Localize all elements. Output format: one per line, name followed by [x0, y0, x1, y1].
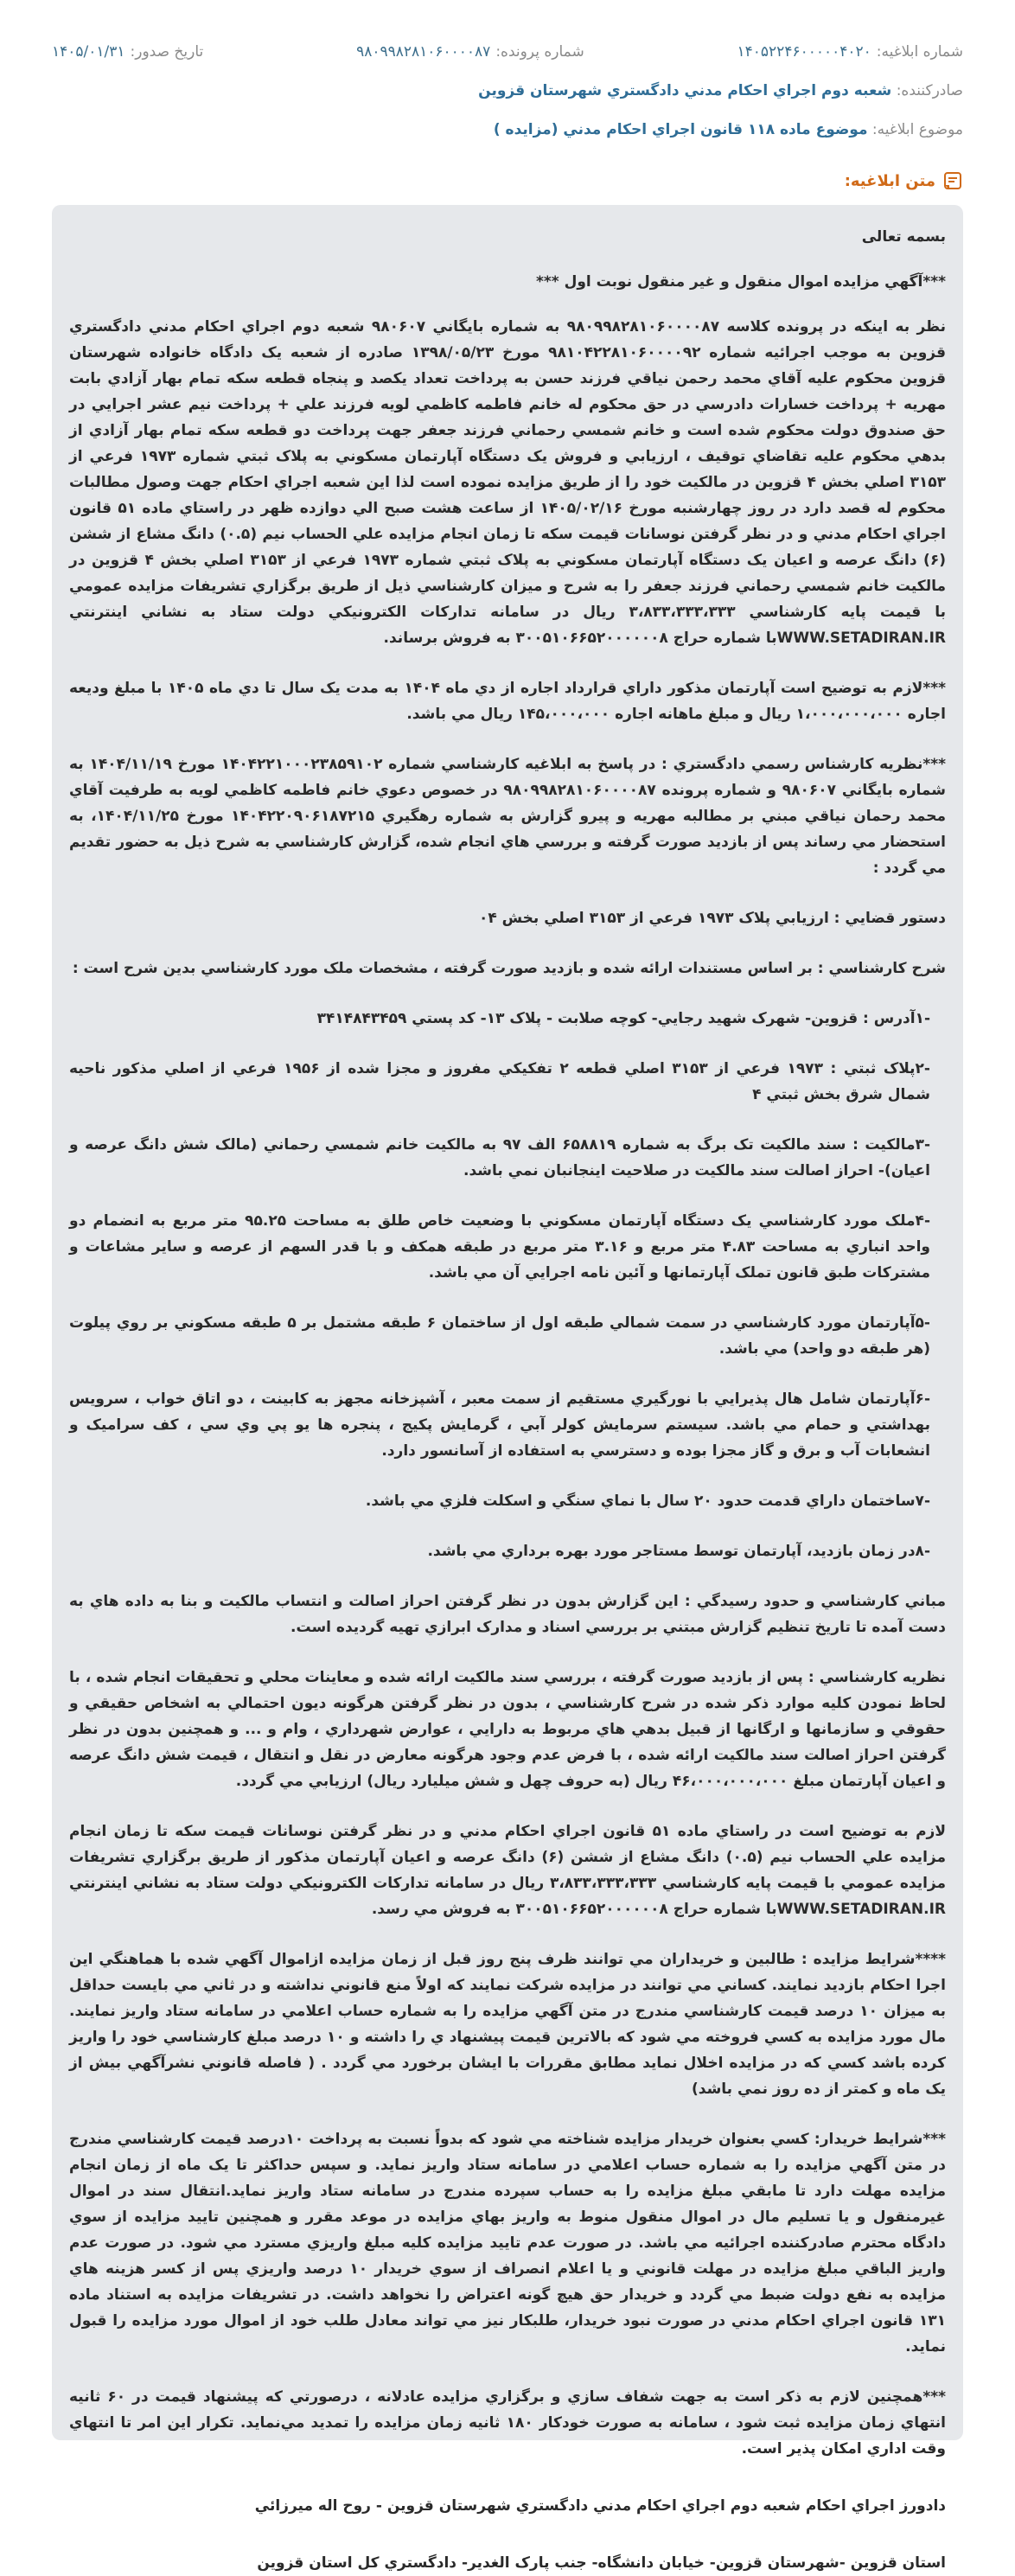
- issue-date-value: ۱۴۰۵/۰۱/۳۱: [52, 43, 125, 61]
- buyer-conditions: ***شرايط خريدار: کسي بعنوان خريدار مزايده شناخته مي شود که بدواً نسبت به پرداخت ۱۰درصد قيمت کارشناسي مندرج در متن آگهي مزايده را به شماره حساب اعلامي در سامانه ستاد واريز نمايد. و سپس حداکثر تا يک ماه از زمان انجام مزايده مهلت دارد تا مابقي مبلغ مزايده را به حساب سپرده مندرج در سامانه ستاد واريز نمايد.انتقال سند در اموال غيرمنقول و يا تسليم مال در اموال منقول منوط به واريز بهاي مزايده در موعد مقرر و همچنين تاييد مزايده از سوي دادگاه محترم صادرکننده اجرائيه مي باشد. در صورت عدم تاييد مزايده کليه مبلغ واريزي مسترد مي شود. در صورت عدم واريز الباقي مبلغ مزايده در مهلت قانوني و يا اعلام انصراف از سوي خريدار ۱۰ درصد واريزي پس از کسر هزينه هاي مزايده به نفع دولت ضبط مي گردد و خريدار حق هيچ گونه اعتراض را نخواهد داشت. در تشريفات مزايده به استناد ماده ۱۳۱ قانون اجراي احکام مدني در صورت نبود خريدار، طلبکار نيز مي تواند معادل طلب خود از اموال مورد مزايده را قبول نمايد.: [69, 2131, 946, 2355]
- expert-basis: مباني کارشناسي و حدود رسيدگي : اين گزارش بدون در نظر گرفتن احراز اصالت و انتساب مالکيت و بنا به داده هاي به دست آمده تا تاريخ تنظيم گزارش مبتني بر بررسي اسناد و مدارک ابرازي تهيه گرديده است.: [69, 1593, 946, 1636]
- notice-number-value: ۱۴۰۵۲۲۴۶۰۰۰۰۰۴۰۲۰: [737, 43, 871, 61]
- expert-valuation: نظريه کارشناسي : پس از بازديد صورت گرفته ، بررسي سند مالکيت ارائه شده و معاينات محلي و تحقيقات انجام شده ، با لحاظ نمودن کليه موارد ذکر شده در شرح کارشناسي ، بدون در نظر گرفتن هرگونه ديون احتمالي به اشخاص حقيقي و حقوقي و سازمانها و ارگانها از قبيل بدهي هاي مربوط به دارايي ، عوارض شهرداري ، وام و ... و همچنين بدون در نظر گرفتن احراز اصالت سند مالکيت ارائه شده ، با فرض عدم وجود هرگونه معارض در نقل و انتقال ، قيمت شش دانگ عرصه و اعيان آپارتمان مبلغ ۴۶،۰۰۰،۰۰۰،۰۰۰ ريال (به حروف چهل و شش ميليارد ريال) ارزيابي مي گردد.: [69, 1669, 946, 1790]
- bismillah: بسمه تعالی: [861, 228, 946, 246]
- subject-line: [52, 121, 963, 138]
- auction-sale-note: لازم به توضيح است در راستاي ماده ۵۱ قانون اجراي احکام مدني و در نظر گرفتن نوسانات قيمت سکه تا زمان انجام مزايده علي الحساب نيم (۰.۵) دانگ مشاع از ششن (۶) دانگ عرصه و اعيان آپارتمان مذکور از طريق برگزاري تشريفات مزايده عمومي با قيمت پايه کارشناسي ۳،۸۳۳،۳۳۳،۳۳۳ ريال در سامانه تدارکات الکترونيکي دولت ستاد به نشاني اينترنتي WWW.SETADIRAN.IRبا شماره حراج ۳۰۰۵۱۰۶۶۵۲۰۰۰۰۰۰۸ به فروش مي رسد.: [69, 1823, 947, 1918]
- item-address: -۱آدرس : قزوين- شهرک شهيد رجايي- کوچه صلابت - پلاک ۱۳- کد پستي ۳۴۱۴۸۴۳۴۵۹: [316, 1010, 930, 1027]
- item-registry-plate: -۲پلاک ثبتي : ۱۹۷۳ فرعي از ۳۱۵۳ اصلي قطعه ۲ تفکيکي مفروز و مجزا شده از ۱۹۵۶ فرعي از اصلي مذکور ناحيه شمال شرق بخش ثبتي ۴: [69, 1060, 930, 1103]
- notice-text-title: متن ابلاغيه:: [844, 171, 935, 190]
- notice-header: [52, 43, 963, 61]
- notice-number: [737, 43, 963, 61]
- case-number: [356, 43, 584, 61]
- case-number-label: شماره پرونده:: [495, 43, 584, 61]
- enforcement-officer: دادورز اجراي احکام شعبه دوم اجراي احکام مدني دادگستري شهرستان قزوين - روح اله ميرزائي: [254, 2497, 946, 2515]
- issue-date-label: تاريخ صدور:: [130, 43, 204, 61]
- auction-paragraph-main: نظر به اينکه در پرونده کلاسه ۹۸۰۹۹۸۲۸۱۰۶۰۰۰۰۸۷ به شماره بايگاني ۹۸۰۶۰۷ شعبه دوم اجراي احکام مدني دادگستري قزوين به موجب اجرائيه شماره ۹۸۱۰۴۲۲۸۱۰۶۰۰۰۰۹۲ مورخ ۱۳۹۸/۰۵/۲۳ صادره از شعبه يک دادگاه خانواده شهرستان قزوين محکوم عليه آقاي محمد رحمن نياقي فرزند حسن به پرداخت تعداد يکصد و پنجاه قطعه سکه تمام بهار آزادي بابت مهريه + پرداخت خسارات دادرسي در حق محکوم له خانم فاطمه کاظمي لويه فرزند علي + پرداخت نيم عشر اجرايي در حق صندوق دولت محکوم شده است و خانم شمسي رحماني فرزند جعفر جهت پرداخت دو قطعه سکه تمام بهار آزادي از بدهي محکوم عليه تقاضاي توقيف ، ارزيابي و فروش يک دستگاه آپارتمان مسکوني به پلاک ثبتي شماره ۱۹۷۳ فرعي از ۳۱۵۳ اصلي بخش ۴ قزوين در مالکيت خود را از طريق مزايده نموده است لذا اين شعبه اجراي احکام جهت وصول مطالبات محکوم له قصد دارد در روز چهارشنبه مورخ ۱۴۰۵/۰۲/۱۶ از ساعت هشت صبح الي دوازده ظهر در راستاي ماده ۵۱ قانون اجراي احکام مدني و در نظر گرفتن نوسانات قيمت سکه تا زمان انجام مزايده علي الحساب نيم (۰.۵) دانگ مشاع از ششن (۶) دانگ عرصه و اعيان يک دستگاه آپارتمان مسکوني به پلاک ثبتي شماره ۱۹۷۳ فرعي از ۳۱۵۳ اصلي بخش ۴ قزوين در مالکيت خانم شمسي رحماني فرزند جعفر را به شرح و ميزان کارشناسي ذيل از طريق برگزاري تشريفات مزايده عمومي با قيمت پايه کارشناسي ۳،۸۳۳،۳۳۳،۳۳۳ ريال در سامانه تدارکات الکترونيکي دولت ستاد به نشاني اينترنتي WWW.SETADIRAN.IRبا شماره حراج ۳۰۰۵۱۰۶۶۵۲۰۰۰۰۰۰۸ به فروش برساند.: [69, 318, 947, 647]
- subject-label: موضوع ابلاغيه:: [871, 121, 963, 138]
- issuer-value: شعبه دوم اجراي احکام مدني دادگستري شهرستان قزوين: [478, 82, 892, 99]
- issuer-label: صادرکننده:: [896, 82, 963, 99]
- notice-text-heading: [845, 170, 963, 191]
- issuer-line: [52, 82, 963, 99]
- lease-note: ***لازم به توضيح است آپارتمان مذکور داراي قرارداد اجاره از دي ماه ۱۴۰۴ به مدت يک سال تا دي ماه ۱۴۰۵ با مبلغ وديعه اجاره ۱،۰۰۰،۰۰۰،۰۰۰ ريال و مبلغ ماهانه اجاره ۱۴۵،۰۰۰،۰۰۰ ريال مي باشد.: [69, 680, 946, 723]
- notice-document-icon: [942, 170, 963, 191]
- issue-date: [52, 43, 203, 61]
- notice-body-panel: [52, 205, 963, 2572]
- case-number-value: ۹۸۰۹۹۸۲۸۱۰۶۰۰۰۰۸۷: [356, 43, 491, 61]
- subject-value: موضوع ماده ۱۱۸ قانون اجراي احکام مدني (مزايده ): [493, 121, 868, 138]
- auction-conditions: ****شرايط مزايده : طالبين و خريداران مي توانند ظرف پنج روز قبل از زمان مزايده ازاموال آگهي شده با هماهنگي اين اجرا احکام بازديد نمايند. کساني مي توانند در مزايده شرکت نمايند که اولاً منع قانوني نداشته و در ثاني مي بايست حداقل به ميزان ۱۰ درصد قيمت کارشناسي مندرج در متن آگهي مزايده را به شماره حساب اعلامي در سامانه ستاد واريز نمايند. مال مورد مزايده به کسي فروخته مي شود که بالاترين قيمت پيشنهاد ي را داشته و ۱۰ درصد مبلغ کارشناسي خود را واريز کرده باشد کسي که در مزايده اخلال نمايد مطابق مقررات با ايشان برخورد مي گردد . ( فاصله قانوني نشرآگهي بيش از يک ماه و کمتر از ده روز نمي باشد): [69, 1951, 946, 2098]
- item-building-floor: -۵آپارتمان مورد کارشناسي در سمت شمالي طبقه اول از ساختمان ۶ طبقه مشتمل بر ۵ طبقه مسکوني بر روي پيلوت (هر طبقه دو واحد) مي باشد.: [69, 1314, 930, 1358]
- item-tenant: -۸در زمان بازديد، آپارتمان توسط مستاجر مورد بهره برداري مي باشد.: [427, 1543, 930, 1560]
- expert-description: شرح کارشناسي : بر اساس مستندات ارائه شده و بازديد صورت گرفته ، مشخصات ملک مورد کارشناسي بدين شرح است :: [72, 960, 946, 977]
- judicial-order: دستور قضايي : ارزيابي پلاک ۱۹۷۳ فرعي از ۳۱۵۳ اصلي بخش ۰۴: [478, 910, 946, 927]
- notice-number-label: شماره ابلاغيه:: [876, 43, 963, 61]
- item-ownership: -۳مالکيت : سند مالکيت تک برگ به شماره ۶۵۸۸۱۹ الف ۹۷ به مالکيت خانم شمسي رحماني (مالک شش دانگ عرصه و اعيان)- احراز اصالت سند مالکيت در صلاحيت اينجانبان نمي باشد.: [69, 1136, 930, 1179]
- auction-headline: ***آگهي مزايده اموال منقول و غير منقول نوبت اول ***: [536, 273, 946, 291]
- expert-opinion-intro: ***نظريه کارشناس رسمي دادگستري : در پاسخ به ابلاغيه کارشناسي شماره ۱۴۰۴۲۲۱۰۰۰۲۳۸۵۹۱۰۲ مورخ ۱۴۰۴/۱۱/۱۹ به شماره بايگاني ۹۸۰۶۰۷ و شماره پرونده ۹۸۰۹۹۸۲۸۱۰۶۰۰۰۰۸۷ در خصوص دعوي خانم فاطمه کاظمي لويه به طرفيت آقاي محمد رحمان نياقي مبني بر مطالبه مهريه و پيرو گزارش به شماره رهگيري ۱۴۰۴۲۲۰۹۰۶۱۸۷۲۱۵ مورخ ۱۴۰۴/۱۱/۲۵، به استحضار مي رساند پس از بازديد صورت گرفته و بررسي هاي انجام شده، گزارش کارشناسي به شرح ذيل به حضور تقديم مي گردد :: [69, 756, 947, 877]
- item-building-age: -۷ساختمان داراي قدمت حدود ۲۰ سال با نماي سنگي و اسکلت فلزي مي باشد.: [365, 1493, 930, 1510]
- item-apartment-features: -۶آپارتمان شامل هال پذيرايي با نورگيري مستقيم از سمت معبر ، آشپزخانه مجهز به کابينت ، دو اتاق خواب ، سرويس بهداشتي و حمام مي باشد. سيستم سرمايش کولر آبي ، گرمايش پکيج ، پنجره ها يو پي وي سي ، کف سراميک و انشعابات آب و برق و گاز مجزا بوده و دسترسي به استفاده از آسانسور دارد.: [69, 1390, 930, 1460]
- auction-time-extension-note: ***همچنين لازم به ذکر است به جهت شفاف سازي و برگزاري مزايده عادلانه ، درصورتي که پيشنهاد قيمت در ۶۰ ثانيه انتهاي زمان مزايده ثبت شود ، سامانه به صورت خودکار ۱۸۰ ثانيه زمان مزايده را تمديد مي‌نمايد. تکرار اين امر تا انتهاي وقت اداري امکان پذير است.: [69, 2388, 947, 2458]
- court-address: استان قزوين -شهرستان قزوين- خيابان دانشگاه- جنب پارک الغدير- دادگستري کل استان قزوين: [257, 2554, 946, 2572]
- item-property-area: -۴ملک مورد کارشناسي يک دستگاه آپارتمان مسکوني با وضعيت خاص طلق به مساحت ۹۵.۲۵ متر مربع به انضمام دو واحد انباري به مساحت ۴.۸۳ متر مربع و ۳.۱۶ متر مربع در طبقه همکف و با قدر السهم از عرصه و ساير مشاعات و مشترکات طبق قانون تملک آپارتمانها و آئين نامه اجرايي آن مي باشد.: [69, 1212, 930, 1282]
